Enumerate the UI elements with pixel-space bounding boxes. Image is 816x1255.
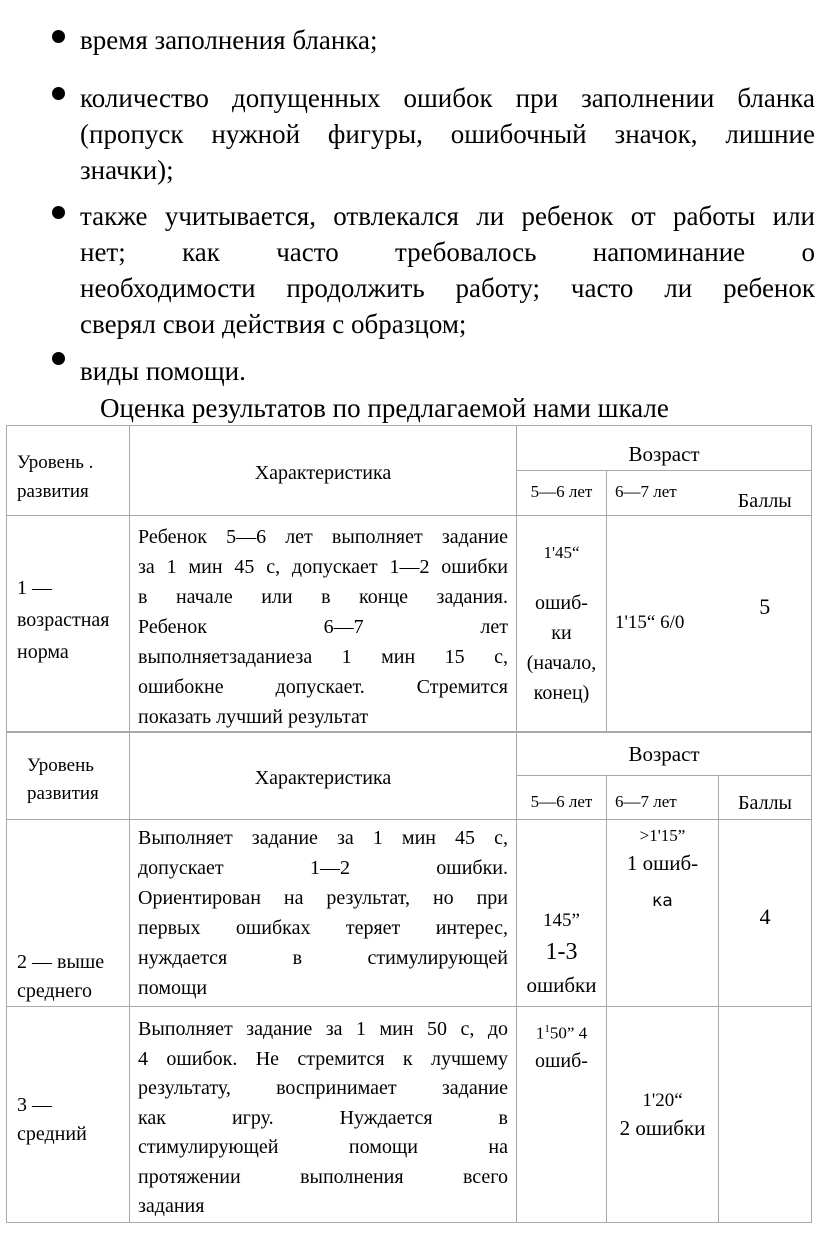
points-value: 4 <box>759 904 771 929</box>
characteristic-line: за 1 мин 45 с, допускает 1—2 ошибки <box>138 556 508 578</box>
header-points-label: Баллы <box>738 792 792 814</box>
characteristic-line: как игру. Нуждается в <box>138 1106 508 1129</box>
characteristic-line: допускает 1—2 ошибки. <box>138 857 508 879</box>
header-points <box>719 776 812 820</box>
bullet-line: время заполнения бланка; <box>80 25 378 55</box>
header-characteristic-label: Характеристика <box>254 767 392 789</box>
header-level-line: Уровень <box>27 755 94 776</box>
row-age-5-6 <box>517 820 607 1007</box>
row-level-line: среднего <box>17 980 92 1002</box>
row-level-line: 3 — <box>17 1094 52 1116</box>
bullet-item <box>80 353 815 389</box>
bullet-line: (пропуск нужной фигуры, ошибочный значок, лишние <box>80 119 815 149</box>
header-level <box>7 426 130 516</box>
age-value-line: 1'20“ <box>642 1090 683 1111</box>
header-age-5-6-label: 5—6 лет <box>530 792 593 811</box>
score-table-1 <box>6 425 812 733</box>
row-level-line: норма <box>17 641 69 663</box>
row-level-line: возрастная <box>17 609 110 631</box>
characteristic-line: Выполняет задание за 1 мин 50 с, до <box>138 1018 508 1040</box>
header-age-6-7 <box>607 776 719 820</box>
age-value-line: ошибки <box>526 973 597 997</box>
age-value-superscript: 1 <box>544 1023 550 1035</box>
bullet-line: значки); <box>80 155 174 185</box>
row-points <box>719 820 812 1007</box>
row-level <box>7 516 130 733</box>
row-age-6-7 <box>607 1007 719 1223</box>
row-level <box>7 1007 130 1223</box>
characteristic-line: Ребенок 6—7 лет <box>138 616 508 638</box>
age-value-line: ошиб- <box>535 592 588 614</box>
score-table-2 <box>6 731 812 1223</box>
age-value-line: ки <box>551 622 572 644</box>
table-caption: Оценка результатов по предлагаемой нами шкале <box>100 393 669 423</box>
characteristic-line: Ориентирован на результат, но при <box>138 887 508 909</box>
age-value-line: 1 ошиб- <box>626 851 699 875</box>
characteristic-line: помощи <box>138 977 208 999</box>
age-value-part: 50” 4 <box>549 1023 588 1043</box>
characteristic-line: Выполняет задание за 1 мин 45 с, <box>138 827 508 849</box>
table-row <box>7 1007 812 1223</box>
header-age-6-7-label: 6—7 лет <box>615 482 677 501</box>
bullet-line: необходимости продолжить работу; часто ли ребенок <box>80 273 815 303</box>
header-level <box>7 732 130 820</box>
characteristic-line: ошибокне допускает. Стремится <box>138 676 508 698</box>
characteristic-line: 4 ошибок. Не стремится к лучшему <box>138 1047 508 1070</box>
row-age-6-7 <box>607 820 719 1007</box>
header-level-line: развития <box>27 783 99 804</box>
age-value-line: 145” <box>543 910 580 931</box>
bullet-item <box>80 198 815 342</box>
row-points <box>719 1007 812 1223</box>
characteristic-line: показать лучший результат <box>138 706 369 728</box>
age-value-line: 2 ошибки <box>619 1116 706 1140</box>
bullet-item <box>80 22 815 58</box>
points-value: 5 <box>759 594 771 619</box>
age-value-line: ка <box>652 891 673 911</box>
header-age-5-6 <box>517 776 607 820</box>
row-characteristic <box>130 1007 517 1223</box>
characteristic-line: результату, воспринимает задание <box>138 1077 508 1099</box>
header-points <box>719 471 812 516</box>
age-value-line: 1'45“ <box>543 543 580 562</box>
header-level-line: Уровень . <box>17 452 94 473</box>
age-value-line: конец) <box>533 682 590 704</box>
bullet-line: сверял свои действия с образцом; <box>80 309 467 339</box>
header-age <box>517 732 812 776</box>
row-level-line: 2 — выше <box>17 951 105 973</box>
bullet-dot-icon <box>52 206 65 219</box>
bullet-dot-icon <box>52 87 65 100</box>
bullet-dot-icon <box>52 352 65 365</box>
age-value-line: 1-3 <box>545 939 578 965</box>
header-characteristic-label: Характеристика <box>254 462 392 484</box>
bullet-line: нет; как часто требовалось напоминание о <box>80 237 815 267</box>
row-age-5-6 <box>517 516 607 733</box>
row-age-6-7 <box>607 516 719 733</box>
characteristic-line: в начале или в конце задания. <box>138 586 508 608</box>
header-level-line: развития <box>17 481 89 502</box>
age-value-line: ошиб- <box>535 1049 588 1072</box>
age-value-part: 1 <box>535 1023 545 1043</box>
bullet-item <box>80 80 815 188</box>
table-row <box>7 516 812 733</box>
row-level-line: 1 — <box>17 577 52 599</box>
characteristic-line: первых ошибках теряет интерес, <box>138 917 508 939</box>
bullet-line: виды помощи. <box>80 356 246 386</box>
header-age-6-7-label: 6—7 лет <box>615 792 677 811</box>
header-characteristic <box>130 426 517 516</box>
characteristic-line: выполняетзаданиеза 1 мин 15 с, <box>138 646 508 668</box>
bullet-line: количество допущенных ошибок при заполнении бланка <box>80 83 815 113</box>
header-age <box>517 426 812 471</box>
characteristic-line: Ребенок 5—6 лет выполняет задание <box>138 526 508 548</box>
header-age-label: Возраст <box>628 442 700 466</box>
characteristic-line: задания <box>138 1195 205 1217</box>
characteristic-line: протяжении выполнения всего <box>138 1165 508 1188</box>
header-points-label: Баллы <box>737 490 792 512</box>
header-age-5-6 <box>517 471 607 516</box>
row-level-line: средний <box>17 1123 87 1145</box>
age-value-line <box>517 1017 606 1046</box>
age-value: 1'15“ 6/0 <box>615 612 685 633</box>
header-age-label: Возраст <box>628 742 700 766</box>
header-age-6-7 <box>607 471 719 516</box>
row-age-5-6 <box>517 1007 607 1223</box>
characteristic-line: нуждается в стимулирующей <box>138 947 508 969</box>
row-characteristic <box>130 820 517 1007</box>
table-row <box>7 820 812 1007</box>
row-points <box>719 516 812 733</box>
age-value-line: >1'15” <box>639 826 686 845</box>
row-level <box>7 820 130 1007</box>
age-value-line: (начало, <box>526 652 597 674</box>
bullet-line: также учитывается, отвлекался ли ребенок от работы или <box>80 201 815 231</box>
bullet-dot-icon <box>52 30 65 43</box>
header-characteristic <box>130 732 517 820</box>
row-characteristic <box>130 516 517 733</box>
header-age-5-6-label: 5—6 лет <box>530 482 593 501</box>
points-value <box>719 1007 811 1091</box>
characteristic-line: стимулирующей помощи на <box>138 1136 508 1158</box>
